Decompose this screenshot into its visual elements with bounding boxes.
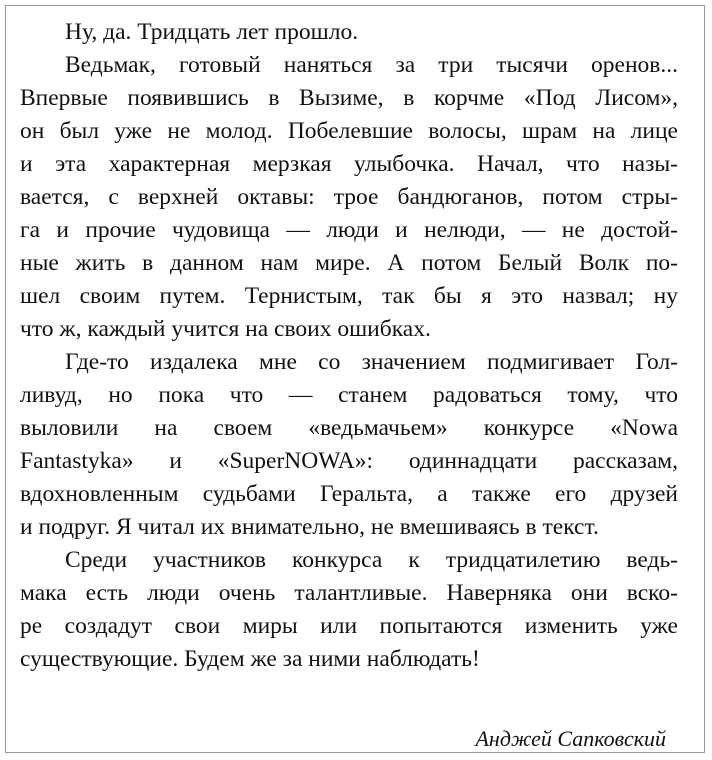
text-line: Ведьмак, готовый наняться за три тысячи оренов... — [65, 52, 678, 78]
paragraph — [20, 544, 678, 676]
text-line: ные жить в данном нам мире. А потом Белый Волк по- — [20, 250, 678, 276]
text-line: выловили на своем «ведьмачьем» конкурсе «Nowa — [20, 415, 678, 441]
text-line: и подруг. Я читал их внимательно, не вмешиваясь в текст. — [20, 514, 599, 540]
text-line: что ж, каждый учится на своих ошибках. — [20, 316, 431, 342]
text-line: Ну, да. Тридцать лет прошло. — [65, 19, 359, 45]
text-line: вается, с верхней октавы: трое бандюганов, потом стры- — [20, 184, 678, 210]
text-line: Fantastyka» и «SuperNOWA»: одиннадцати рассказам, — [20, 448, 678, 474]
paragraph — [20, 16, 678, 49]
paragraph — [20, 49, 678, 346]
text-line: га и прочие чудовища — люди и нелюди, — не достой- — [20, 217, 678, 243]
author-signature: Анджей Сапковский — [475, 726, 666, 751]
text-line: мака есть люди очень талантливые. Наверняка они вско- — [20, 580, 678, 606]
page-frame — [5, 5, 705, 753]
text-line: ливуд, но пока что — станем радоваться тому, что — [20, 382, 678, 408]
text-line: Где-то издалека мне со значением подмигивает Гол- — [65, 349, 678, 375]
text-line: шел своим путем. Тернистым, так бы я это назвал; ну — [20, 283, 678, 309]
text-line: вдохновленным судьбами Геральта, а также его друзей — [20, 481, 678, 507]
text-line: и эта характерная мерзкая улыбочка. Начал, что назы- — [20, 151, 678, 177]
paragraph — [20, 346, 678, 544]
text-line: существующие. Будем же за ними наблюдать! — [20, 646, 480, 672]
text-line: Впервые появившись в Вызиме, в корчме «Под Лисом», — [20, 85, 678, 111]
text-line: он был уже не молод. Побелевшие волосы, шрам на лице — [20, 118, 678, 144]
text-line: Среди участников конкурса к тридцатилетию ведь- — [65, 547, 678, 573]
text-line: ре создадут свои миры или попытаются изменить уже — [20, 613, 678, 639]
body-text — [20, 16, 678, 676]
